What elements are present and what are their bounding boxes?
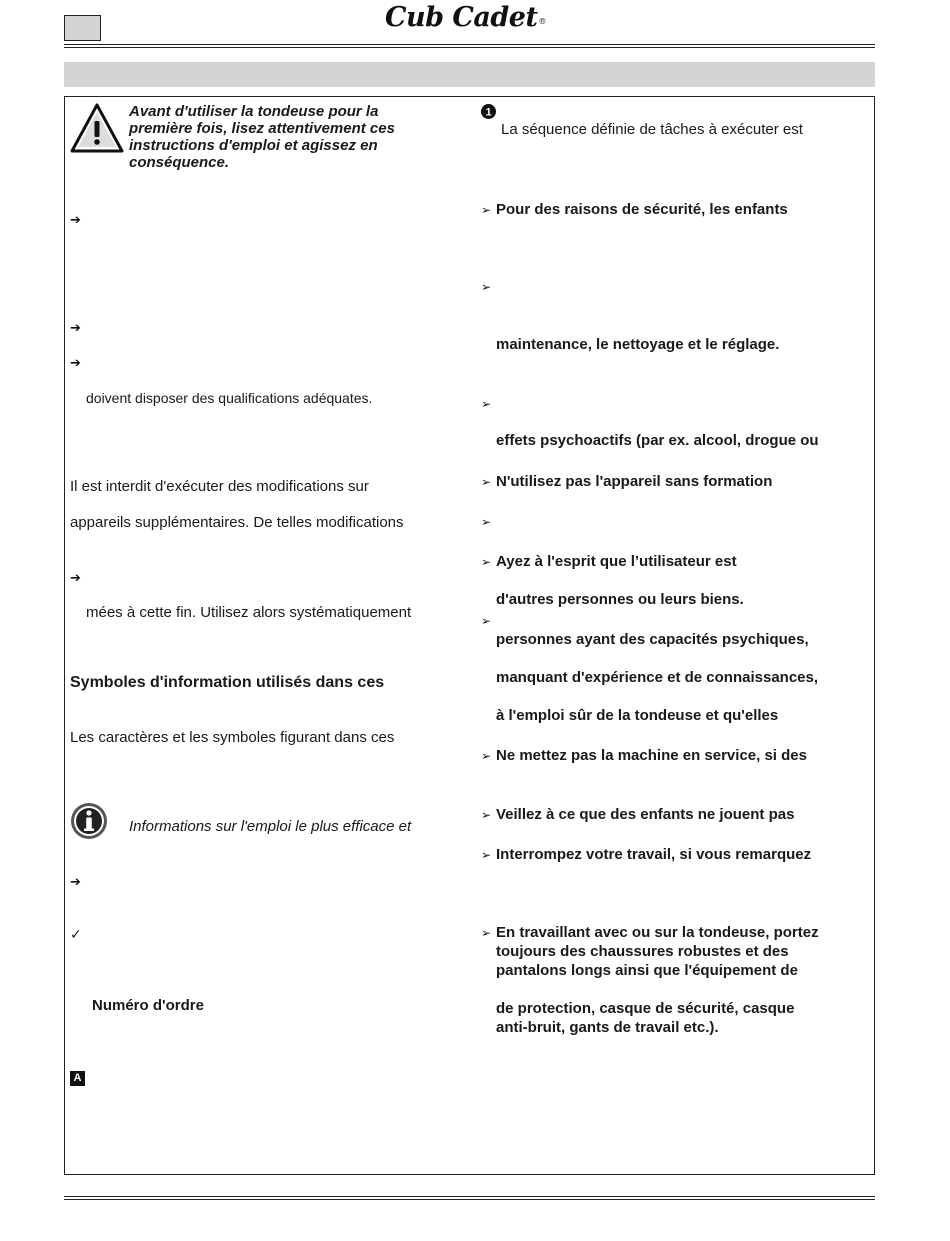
arrow-right-icon: ➔ xyxy=(70,355,81,370)
others-text: d'autres personnes ou leurs biens. xyxy=(496,591,744,608)
shoes-text-2: toujours des chaussures robustes et des xyxy=(496,943,789,960)
triangle-bullet-icon: ➢ xyxy=(481,280,492,294)
step-number-icon xyxy=(481,104,496,119)
footer-rule-bottom xyxy=(64,1199,875,1200)
interrupt-text: Interrompez votre travail, si vous remarquez xyxy=(496,846,812,863)
step-number: 1 xyxy=(485,106,492,119)
no-play-text: Veillez à ce que des enfants ne jouent pas xyxy=(496,806,795,823)
triangle-bullet-icon: ➢ xyxy=(481,848,492,862)
info-circle-icon xyxy=(70,802,108,840)
qualifications-text: doivent disposer des qualifications adéquates. xyxy=(86,390,373,406)
triangle-bullet-icon: ➢ xyxy=(481,614,492,628)
triangle-bullet-icon: ➢ xyxy=(481,555,492,569)
arrow-right-icon: ➔ xyxy=(70,212,81,227)
triangle-bullet-icon: ➢ xyxy=(481,749,492,763)
shoes-text-1: En travaillant avec ou sur la tondeuse, portez xyxy=(496,924,819,941)
registered-mark: ® xyxy=(538,17,546,26)
triangle-bullet-icon: ➢ xyxy=(481,397,492,411)
brand-name: Cub Cadet xyxy=(385,2,538,33)
no-service-text: Ne mettez pas la machine en service, si des xyxy=(496,747,807,764)
arrow-right-icon: ➔ xyxy=(70,320,81,335)
sequence-text: La séquence définie de tâches à exécuter est xyxy=(501,121,803,138)
section-title-bar xyxy=(64,62,875,87)
order-number-label: Numéro d'ordre xyxy=(92,997,204,1014)
shoes-text-3: pantalons longs ainsi que l'équipement de xyxy=(496,962,798,979)
protection-text-2: anti-bruit, gants de travail etc.). xyxy=(496,1019,719,1036)
triangle-bullet-icon: ➢ xyxy=(481,808,492,822)
protection-text-1: de protection, casque de sécurité, casque xyxy=(496,1000,795,1017)
check-icon: ✓ xyxy=(70,926,82,942)
experience-text: manquant d'expérience et de connaissances, xyxy=(496,669,819,686)
user-aware-text: Ayez à l'esprit que l’utilisateur est xyxy=(496,553,737,570)
arrow-right-icon: ➔ xyxy=(70,570,81,585)
header-rule-top xyxy=(64,44,875,45)
training-text: N'utilisez pas l'appareil sans formation xyxy=(496,473,773,490)
maintenance-text: maintenance, le nettoyage et le réglage. xyxy=(496,336,780,353)
children-safety-text: Pour des raisons de sécurité, les enfants xyxy=(496,201,788,218)
systematic-text: mées à cette fin. Utilisez alors systématiquement xyxy=(86,604,412,621)
symbols-heading: Symboles d'information utilisés dans ces xyxy=(70,674,385,691)
symbols-text: Les caractères et les symboles figurant dans ces xyxy=(70,729,395,746)
page-number-box xyxy=(64,15,101,41)
label-a-badge: A xyxy=(70,1071,85,1086)
safe-use-text: à l'emploi sûr de la tondeuse et qu'elles xyxy=(496,707,779,724)
modifications-text-2: appareils supplémentaires. De telles modifications xyxy=(70,514,404,531)
triangle-bullet-icon: ➢ xyxy=(481,926,492,940)
psychoactive-text: effets psychoactifs (par ex. alcool, drogue ou xyxy=(496,432,819,449)
warning-note-line-1: Avant d'utiliser la tondeuse pour la xyxy=(129,103,379,120)
warning-note-line-4: conséquence. xyxy=(129,154,230,171)
info-text: Informations sur l'emploi le plus efficace et xyxy=(129,818,412,835)
warning-triangle-icon xyxy=(70,103,124,153)
warning-note-line-2: première fois, lisez attentivement ces xyxy=(129,120,395,137)
arrow-right-icon: ➔ xyxy=(70,874,81,889)
header-rule-bottom xyxy=(64,47,875,48)
footer-rule-top xyxy=(64,1196,875,1197)
psychic-text: personnes ayant des capacités psychiques, xyxy=(496,631,809,648)
triangle-bullet-icon: ➢ xyxy=(481,515,492,529)
modifications-text-1: Il est interdit d'exécuter des modifications sur xyxy=(70,478,369,495)
triangle-bullet-icon: ➢ xyxy=(481,203,492,217)
warning-note-line-3: instructions d'emploi et agissez en xyxy=(129,137,378,154)
triangle-bullet-icon: ➢ xyxy=(481,475,492,489)
brand-logo xyxy=(385,2,565,38)
